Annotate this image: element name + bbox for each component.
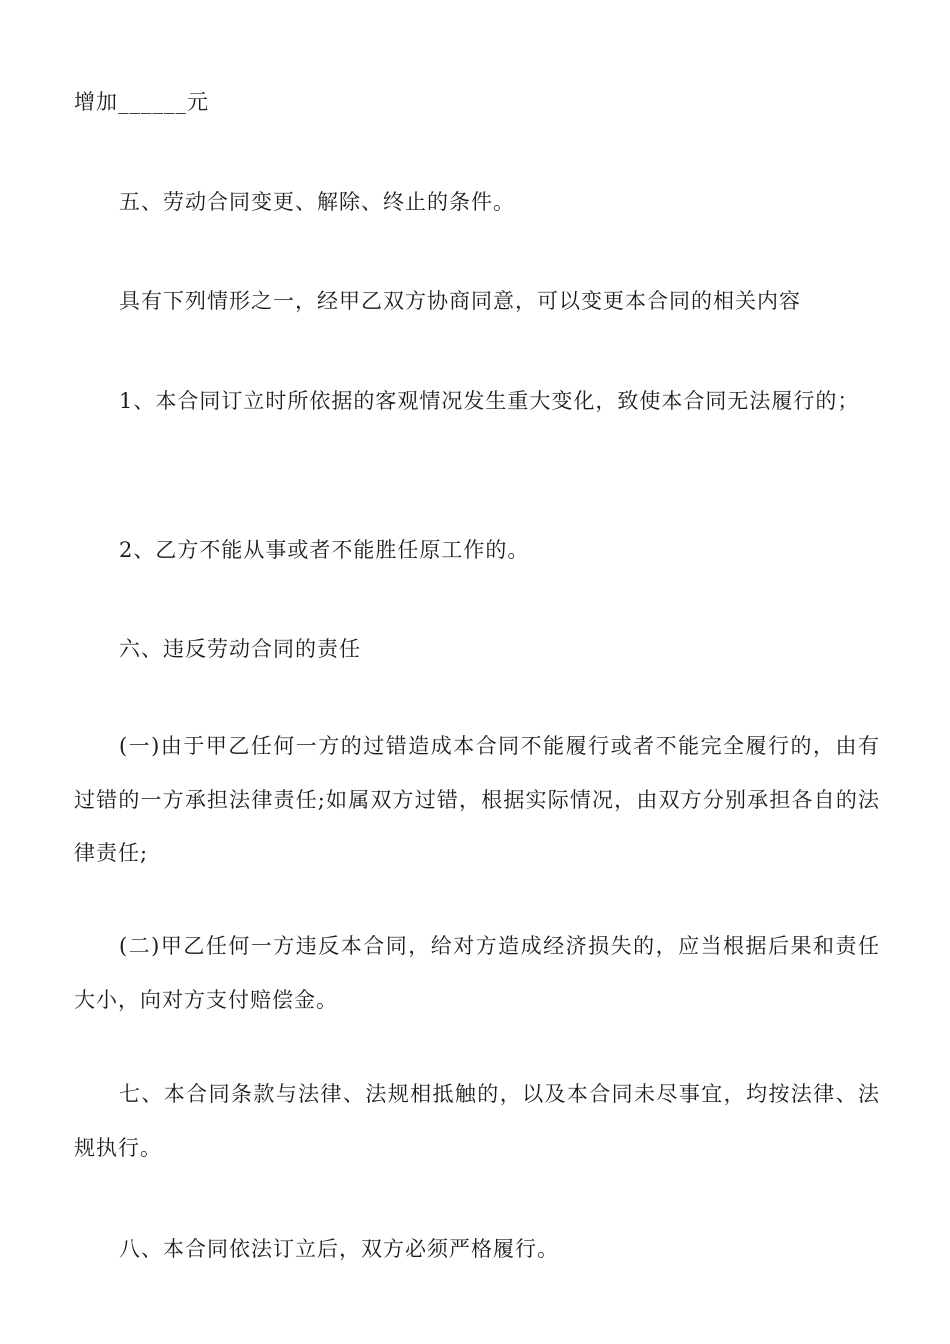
section-five-heading: 五、劳动合同变更、解除、终止的条件。 [119, 190, 515, 214]
condition-item-1: 1、本合同订立时所依据的客观情况发生重大变化，致使本合同无法履行的； [119, 389, 860, 413]
section-eight-clause: 八、本合同依法订立后，双方必须严格履行。 [119, 1237, 559, 1261]
liability-clause-2: (二)甲乙任何一方违反本合同，给对方造成经济损失的，应当根据后果和责任大小，向对方支付赔偿金。 [74, 934, 880, 1012]
change-conditions-intro: 具有下列情形之一，经甲乙双方协商同意，可以变更本合同的相关内容 [119, 289, 801, 313]
section-seven-clause: 七、本合同条款与法律、法规相抵触的，以及本合同未尽事宜，均按法律、法规执行。 [74, 1082, 880, 1160]
section-six-heading: 六、违反劳动合同的责任 [119, 637, 361, 661]
amount-increase-line: 增加______元 [74, 90, 209, 114]
liability-clause-1: (一)由于甲乙任何一方的过错造成本合同不能履行或者不能完全履行的，由有过错的一方承担法律责任;如属双方过错，根据实际情况，由双方分别承担各自的法律责任; [74, 734, 880, 866]
condition-item-2: 2、乙方不能从事或者不能胜任原工作的。 [119, 538, 530, 562]
